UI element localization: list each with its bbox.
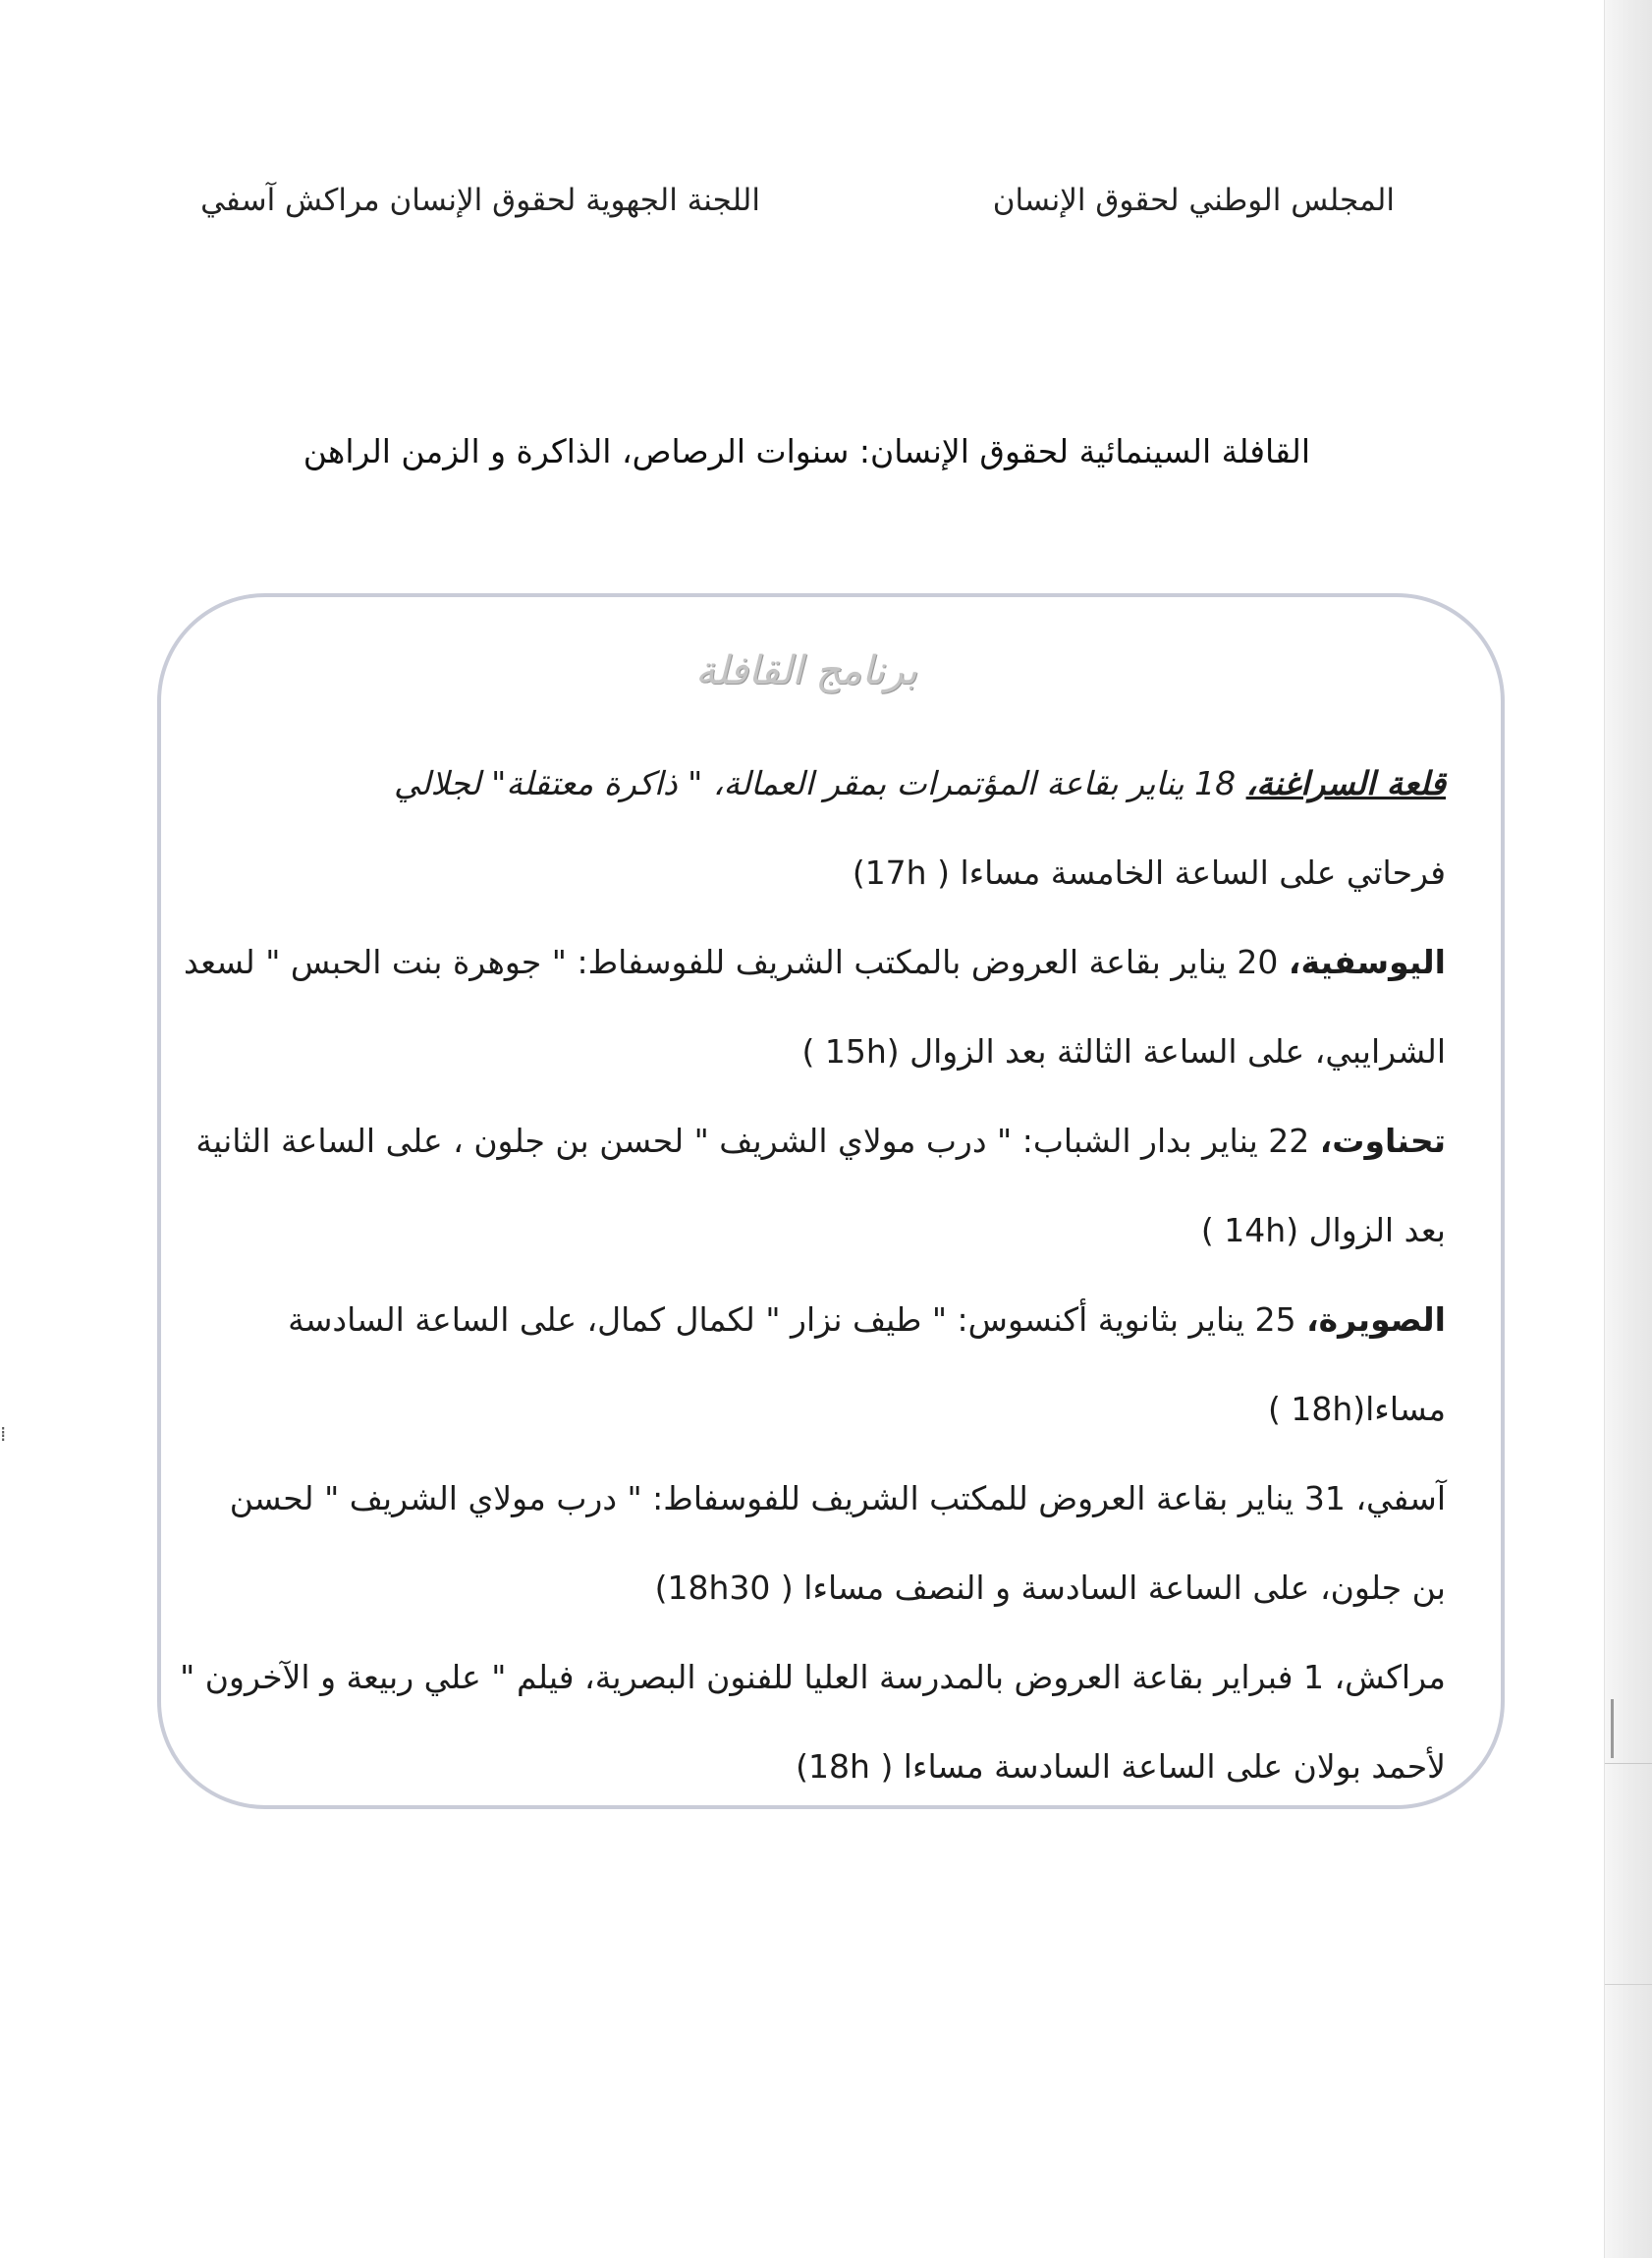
- scan-artifact-mark: [1611, 1699, 1614, 1758]
- document-title: القافلة السينمائية لحقوق الإنسان: سنوات الرصاص، الذاكرة و الزمن الراهن: [303, 432, 1310, 470]
- scanner-edge: [1604, 0, 1652, 2258]
- entry-line: [179, 739, 1446, 828]
- entry-city: الصويرة،: [1306, 1300, 1446, 1339]
- entry-line: [179, 1275, 1446, 1364]
- schedule-entry: [179, 1275, 1446, 1454]
- entry-line: بعد الزوال (14h ): [1200, 1211, 1446, 1249]
- program-schedule: [179, 739, 1446, 1811]
- entry-line: [179, 917, 1446, 1007]
- entry-line: [179, 1454, 1446, 1543]
- entry-line: [179, 1096, 1446, 1185]
- regional-commission-name: اللجنة الجهوية لحقوق الإنسان مراكش آسفي: [200, 183, 760, 218]
- schedule-entry: [179, 1096, 1446, 1275]
- schedule-entry: [179, 1632, 1446, 1811]
- scan-artifact-line: [1605, 1763, 1652, 1764]
- entry-line: فرحاتي على الساعة الخامسة مساءا ( 17h): [852, 854, 1446, 892]
- entry-line: مساءا(18h ): [1267, 1390, 1446, 1428]
- entry-details: 1 فبراير بقاعة العروض بالمدرسة العليا للفنون البصرية، فيلم " علي ربيعة و الآخرون ": [180, 1658, 1335, 1696]
- entry-details: 20 يناير بقاعة العروض بالمكتب الشريف للفوسفاط: " جوهرة بنت الحبس " لسعد: [183, 943, 1289, 981]
- entry-city: مراكش،: [1334, 1658, 1446, 1696]
- entry-details: 22 يناير بدار الشباب: " درب مولاي الشريف " لحسن بن جلون ، على الساعة الثانية: [195, 1122, 1320, 1160]
- council-name: المجلس الوطني لحقوق الإنسان: [992, 183, 1395, 218]
- entry-line: بن جلون، على الساعة السادسة و النصف مساءا ( 18h30): [654, 1569, 1446, 1607]
- schedule-entry: [179, 739, 1446, 917]
- entry-line: الشرايبي، على الساعة الثالثة بعد الزوال (15h ): [801, 1032, 1446, 1071]
- entry-city: اليوسفية،: [1288, 943, 1446, 981]
- schedule-entry: [179, 1454, 1446, 1632]
- scan-artifact-mark: ⁞: [0, 1422, 7, 1446]
- entry-city: تحناوت،: [1319, 1122, 1446, 1160]
- entry-line: [179, 1632, 1446, 1722]
- entry-line: لأحمد بولان على الساعة السادسة مساءا ( 18h): [796, 1747, 1446, 1786]
- entry-details: 31 يناير بقاعة العروض للمكتب الشريف للفوسفاط: " درب مولاي الشريف " لحسن: [229, 1479, 1356, 1517]
- entry-city: قلعة السراغنة،: [1245, 764, 1446, 802]
- entry-city: آسفي،: [1355, 1479, 1446, 1517]
- program-heading: برنامج القافلة: [694, 648, 917, 693]
- entry-details: 25 يناير بثانوية أكنسوس: " طيف نزار " لكمال كمال، على الساعة السادسة: [288, 1300, 1307, 1339]
- entry-details: 18 يناير بقاعة المؤتمرات بمقر العمالة، " ذاكرة معتقلة" لجلالي: [393, 764, 1246, 802]
- schedule-entry: [179, 917, 1446, 1096]
- scan-artifact-line: [1605, 1984, 1652, 1985]
